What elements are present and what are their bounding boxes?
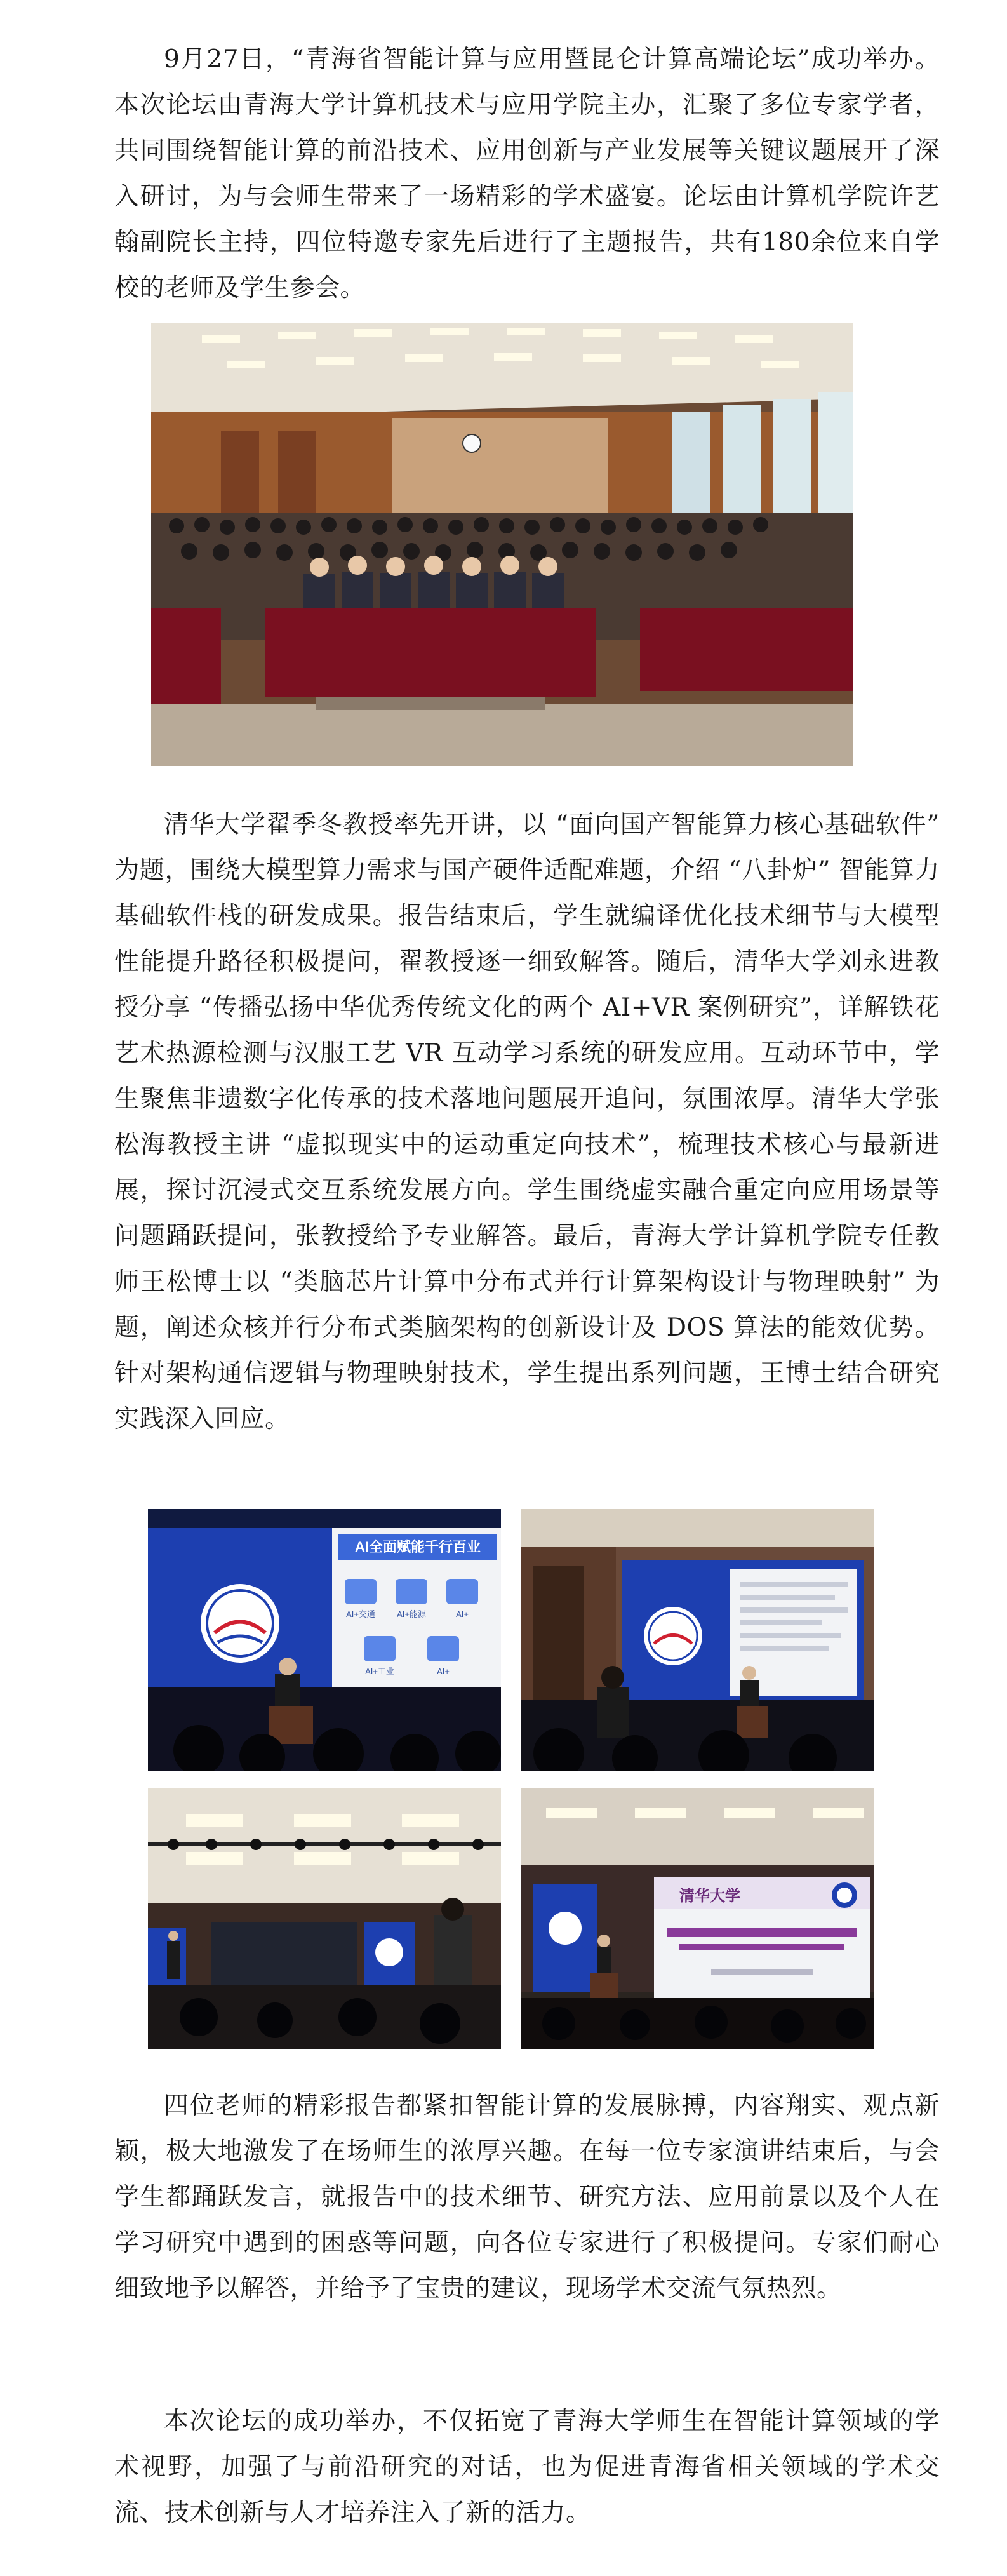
group-photo: [151, 323, 853, 766]
speaker-photo-2: [521, 1509, 874, 1771]
speaker-photo-1: [148, 1509, 501, 1771]
intro-paragraph: 9月27日，“青海省智能计算与应用暨昆仑计算高端论坛”成功举办。本次论坛由青海大学计算机技术与应用学院主办，汇聚了多位专家学者，共同围绕智能计算的前沿技术、应用创新与产业发展等关键议题展开了深入研讨，为与会师生带来了一场精彩的学术盛宴。论坛由计算机学院许艺翰副院长主持，四位特邀专家先后进行了主题报告，共有180余位来自学校的老师及学生参会。: [114, 45, 940, 302]
speaker-photo-3: [148, 1788, 501, 2049]
tsinghua-logo-text: 清华大学: [679, 1886, 740, 1905]
slide-icon-label-3: AI+: [456, 1609, 469, 1619]
slide-icon-label-2: AI+能源: [397, 1609, 426, 1619]
speaker-photo-4: [521, 1788, 874, 2049]
closing-paragraph: 本次论坛的成功举办，不仅拓宽了青海大学师生在智能计算领域的学术视野，加强了与前沿研究的对话，也为促进青海省相关领域的学术交流、技术创新与人才培养注入了新的活力。: [114, 2407, 940, 2527]
slide-banner-text: AI全面赋能千行百业: [354, 1539, 481, 1555]
slide-icon-label-5: AI+: [437, 1667, 450, 1676]
slide-icon-label-4: AI+工业: [365, 1667, 394, 1676]
speaker-paragraph: 清华大学翟季冬教授率先开讲，以 “面向国产智能算力核心基础软件” 为题，围绕大模型算力需求与国产硬件适配难题，介绍 “八卦炉” 智能算力基础软件栈的研发成果。报告结束后，学生就编译优化技术细节与大模型性能提升路径积极提问，翟教授逐一细致解答。随后，清华大学刘永进教授分享 “传播弘扬中华优秀传统文化的两个 AI+VR 案例研究”，详解铁花艺术热源检测与汉服工艺 VR 互动学习系统的研发应用。互动环节中，学生聚焦非遗数字化传承的技术落地问题展开追问，氛围浓厚。清华大学张松海教授主讲 “虚拟现实中的运动重定向技术”，梳理技术核心与最新进展，探讨沉浸式交互系统发展方向。学生围绕虚实融合重定向应用场景等问题踊跃提问，张教授给予专业解答。最后，青海大学计算机学院专任教师王松博士以 “类脑芯片计算中分布式并行计算架构设计与物理映射” 为题，阐述众核并行分布式类脑架构的创新设计及 DOS 算法的能效优势。针对架构通信逻辑与物理映射技术，学生提出系列问题，王博士结合研究实践深入回应。: [114, 810, 940, 1433]
summary-paragraph: 四位老师的精彩报告都紧扣智能计算的发展脉搏，内容翔实、观点新颖，极大地激发了在场师生的浓厚兴趣。在每一位专家演讲结束后，与会学生都踊跃发言，就报告中的技术细节、研究方法、应用前景以及个人在学习研究中遇到的困惑等问题，向各位专家进行了积极提问。专家们耐心细致地予以解答，并给予了宝贵的建议，现场学术交流气氛热烈。: [114, 2091, 940, 2303]
slide-icon-label-1: AI+交通: [346, 1609, 375, 1619]
